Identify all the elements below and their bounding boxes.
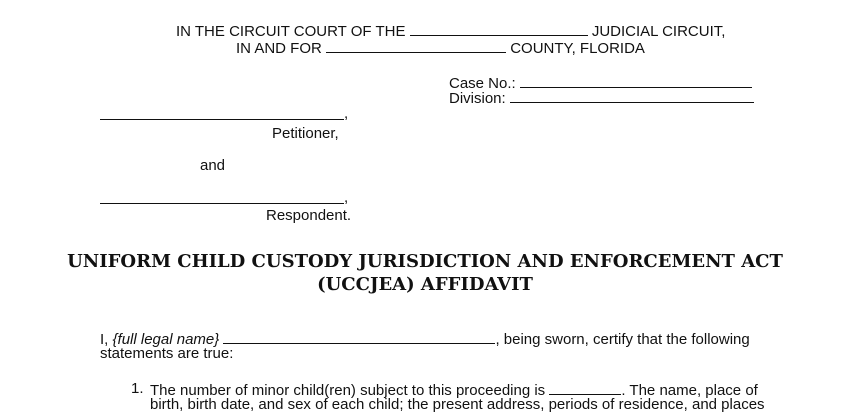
division-label: Division: — [449, 90, 506, 107]
item-1-line-2: birth, birth date, and sex of each child; the present address, periods of residence, and places — [150, 396, 765, 413]
intro-line-2: statements are true: — [100, 345, 234, 362]
judicial-circuit-field[interactable] — [410, 21, 588, 36]
court-line-1-prefix: IN THE CIRCUIT COURT OF THE — [176, 23, 406, 40]
court-line-2 — [236, 38, 645, 58]
item-1-text-b: . The name, place of — [621, 382, 758, 399]
petitioner-comma: , — [344, 105, 349, 122]
court-line-1-suffix: JUDICIAL CIRCUIT, — [591, 23, 726, 40]
form-title-line-2: (UCCJEA) AFFIDAVIT — [317, 274, 533, 295]
court-line-2-suffix: COUNTY, FLORIDA — [510, 40, 645, 57]
form-title-line-1: UNIFORM CHILD CUSTODY JURISDICTION AND ENFORCEMENT ACT — [67, 251, 783, 272]
petitioner-name-field[interactable] — [100, 119, 344, 120]
full-legal-name-field[interactable] — [223, 329, 495, 344]
respondent-name-field[interactable] — [100, 203, 344, 204]
item-1-text-a: The number of minor child(ren) subject to this proceeding is — [150, 382, 546, 399]
intro-suffix: , being sworn, certify that the following — [495, 331, 750, 348]
intro-prefix: I, — [100, 331, 109, 348]
court-line-2-prefix: IN AND FOR — [236, 40, 322, 57]
item-1-number: 1. — [131, 380, 144, 397]
petitioner-label: Petitioner, — [272, 125, 339, 142]
case-no-label: Case No.: — [449, 75, 516, 92]
division-row — [449, 88, 754, 108]
and-text: and — [200, 157, 226, 174]
case-no-field[interactable] — [520, 73, 752, 88]
division-field[interactable] — [510, 88, 754, 103]
number-of-children-field[interactable] — [549, 380, 621, 395]
full-legal-name-hint: {full legal name} — [112, 331, 220, 348]
county-field[interactable] — [326, 38, 506, 53]
respondent-label: Respondent. — [266, 207, 352, 224]
respondent-comma: , — [344, 189, 349, 206]
